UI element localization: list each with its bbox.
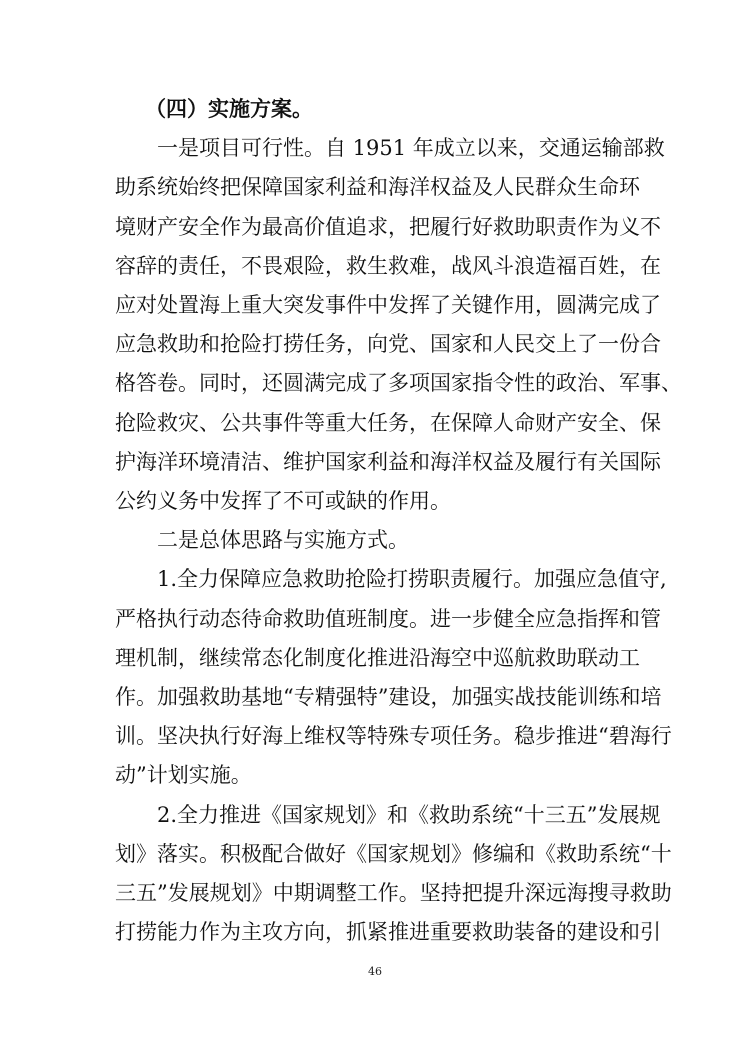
text-line: 动”计划实施。: [115, 763, 252, 787]
text-line: 抢险救灾、公共事件等重大任务，在保障人命财产安全、保: [115, 411, 661, 435]
text-line: 划》落实。积极配合做好《国家规划》修编和《救助系统“十: [115, 842, 672, 866]
text-line: 应对处置海上重大突发事件中发挥了关键作用，圆满完成了: [115, 293, 661, 317]
text-line: 训。坚决执行好海上维权等特殊专项任务。稳步推进“碧海行: [115, 724, 672, 748]
text-line: 格答卷。同时，还圆满完成了多项国家指令性的政治、军事、: [115, 371, 682, 395]
text-line: 境财产安全作为最高价值追求，把履行好救助职责作为义不: [115, 215, 661, 239]
text-line: 一是项目可行性。自 1951 年成立以来，交通运输部救: [157, 136, 665, 160]
text-line: 打捞能力作为主攻方向，抓紧推进重要救助装备的建设和引: [115, 920, 661, 944]
text-line: 严格执行动态待命救助值班制度。进一步健全应急指挥和管: [115, 607, 661, 631]
text-line: 1.全力保障应急救助抢险打捞职责履行。加强应急值守,: [157, 567, 667, 591]
text-line: 公约义务中发挥了不可或缺的作用。: [115, 489, 451, 513]
text-line: 助系统始终把保障国家利益和海洋权益及人民群众生命环: [115, 175, 640, 199]
text-line: 2.全力推进《国家规划》和《救助系统“十三五”发展规: [157, 803, 661, 827]
section-heading: （四）实施方案。: [145, 96, 313, 121]
page-number: 46: [368, 965, 382, 978]
text-line: 应急救助和抢险打捞任务，向党、国家和人民交上了一份合: [115, 332, 661, 356]
text-line: 二是总体思路与实施方式。: [157, 528, 409, 552]
text-line: 三五”发展规划》中期调整工作。坚持把提升深远海搜寻救助: [115, 881, 672, 905]
text-line: 理机制，继续常态化制度化推进沿海空中巡航救助联动工: [115, 646, 640, 670]
text-line: 容辞的责任，不畏艰险，救生救难，战风斗浪造福百姓，在: [115, 254, 661, 278]
text-line: 护海洋环境清洁、维护国家利益和海洋权益及履行有关国际: [115, 450, 661, 474]
text-line: 作。加强救助基地“专精强特”建设，加强实战技能训练和培: [115, 685, 662, 709]
